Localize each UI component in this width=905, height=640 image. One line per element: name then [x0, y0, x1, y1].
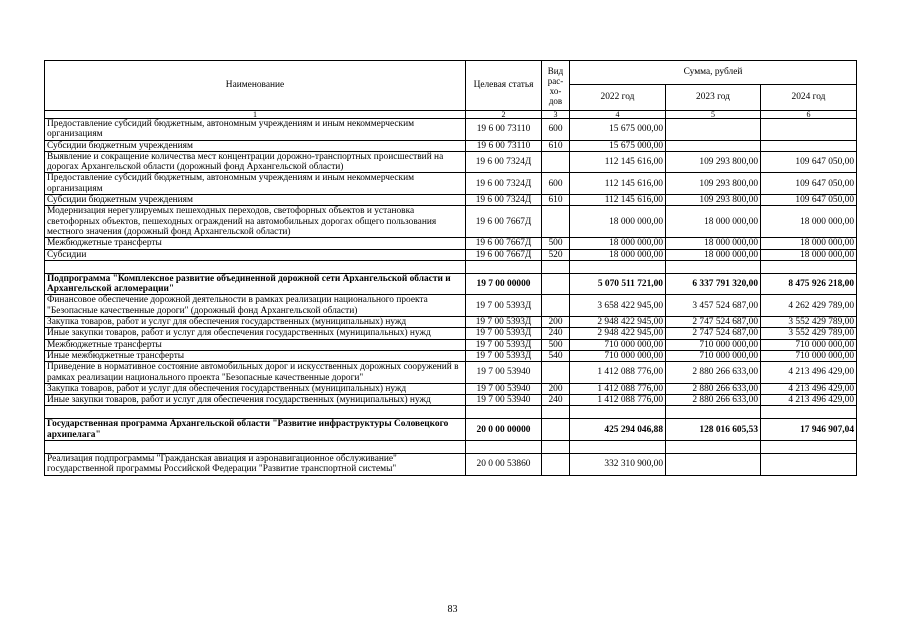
row-type	[542, 273, 570, 295]
row-name: Закупка товаров, работ и услуг для обеспечения государственных (муниципальных) нужд	[45, 317, 466, 328]
row-code: 19 7 00 00000	[466, 273, 542, 295]
row-code: 19 6 00 7667Д	[466, 206, 542, 238]
budget-table	[44, 60, 857, 476]
row-sum-2022: 18 000 000,00	[570, 238, 666, 249]
spacer-row	[45, 441, 857, 454]
row-code: 19 6 00 7324Д	[466, 151, 542, 173]
row-sum-2023: 2 880 266 633,00	[666, 383, 761, 394]
header-year-2024: 2024 год	[761, 85, 857, 111]
row-sum-2022: 15 675 000,00	[570, 119, 666, 141]
row-sum-2023: 2 747 524 687,00	[666, 317, 761, 328]
row-code: 20 0 00 00000	[466, 419, 542, 441]
row-sum-2023: 710 000 000,00	[666, 350, 761, 361]
spacer-row	[45, 260, 857, 273]
table-row	[45, 383, 857, 394]
row-sum-2024: 18 000 000,00	[761, 238, 857, 249]
row-sum-2024: 4 213 496 429,00	[761, 383, 857, 394]
row-name: Приведение в нормативное состояние автомобильных дорог и искусственных дорожных сооружений в рамках реализации национального проекта "Безопасные качественные дороги"	[45, 362, 466, 384]
table-row	[45, 195, 857, 206]
row-type: 600	[542, 119, 570, 141]
spacer-row	[45, 406, 857, 419]
table-row	[45, 238, 857, 249]
column-number: 1	[45, 111, 466, 119]
row-type: 240	[542, 395, 570, 406]
row-name: Подпрограмма "Комплексное развитие объединенной дорожной сети Архангельской области и Архангельской агломерации"	[45, 273, 466, 295]
row-code: 19 6 00 7324Д	[466, 195, 542, 206]
row-name: Предоставление субсидий бюджетным, автономным учреждениям и иным некоммерческим организациям	[45, 173, 466, 195]
row-sum-2022: 18 000 000,00	[570, 249, 666, 260]
row-code: 19 7 00 5393Д	[466, 339, 542, 350]
row-sum-2024	[761, 119, 857, 141]
row-sum-2022: 425 294 046,88	[570, 419, 666, 441]
row-type: 240	[542, 328, 570, 339]
row-code: 19 7 00 5393Д	[466, 350, 542, 361]
row-type: 200	[542, 383, 570, 394]
row-code: 19 7 00 5393Д	[466, 317, 542, 328]
row-sum-2022: 710 000 000,00	[570, 339, 666, 350]
row-type: 610	[542, 195, 570, 206]
row-code: 19 7 00 5393Д	[466, 328, 542, 339]
row-code: 19 7 00 53940	[466, 395, 542, 406]
row-name: Выявление и сокращение количества мест концентрации дорожно-транспортных происшествий на дорогах Архангельской области (дорожный фонд Архангельской области)	[45, 151, 466, 173]
row-sum-2022: 18 000 000,00	[570, 206, 666, 238]
table-row	[45, 173, 857, 195]
column-number-row	[45, 111, 857, 119]
row-code: 19 6 00 7324Д	[466, 173, 542, 195]
row-sum-2024: 710 000 000,00	[761, 339, 857, 350]
table-row	[45, 454, 857, 476]
table-row	[45, 206, 857, 238]
row-sum-2022: 112 145 616,00	[570, 151, 666, 173]
row-name: Модернизация нерегулируемых пешеходных переходов, светофорных объектов и установка светофорных объектов, пешеходных ограждений на автомобильных дорогах общего пользования местного значения (дорожный фонд Архангельской области)	[45, 206, 466, 238]
row-name: Субсидии бюджетным учреждениям	[45, 140, 466, 151]
row-sum-2023: 109 293 800,00	[666, 173, 761, 195]
row-sum-2023	[666, 140, 761, 151]
table-row	[45, 140, 857, 151]
row-sum-2024: 710 000 000,00	[761, 350, 857, 361]
row-type: 600	[542, 173, 570, 195]
row-sum-2022: 2 948 422 945,00	[570, 317, 666, 328]
row-sum-2023: 18 000 000,00	[666, 249, 761, 260]
row-name: Закупка товаров, работ и услуг для обеспечения государственных (муниципальных) нужд	[45, 383, 466, 394]
row-code: 19 7 00 53940	[466, 383, 542, 394]
table-row	[45, 151, 857, 173]
row-sum-2024: 8 475 926 218,00	[761, 273, 857, 295]
header-target: Целевая статья	[466, 61, 542, 111]
row-sum-2022: 112 145 616,00	[570, 173, 666, 195]
row-type	[542, 206, 570, 238]
row-code: 19 6 00 73110	[466, 140, 542, 151]
row-name: Субсидии	[45, 249, 466, 260]
column-number: 5	[666, 111, 761, 119]
header-type: Вид рас- хо- дов	[542, 61, 570, 111]
column-number: 4	[570, 111, 666, 119]
row-sum-2024: 109 647 050,00	[761, 195, 857, 206]
row-type	[542, 151, 570, 173]
row-sum-2022: 3 658 422 945,00	[570, 295, 666, 317]
page-number: 83	[447, 604, 458, 615]
row-type	[542, 419, 570, 441]
row-type	[542, 295, 570, 317]
table-row	[45, 419, 857, 441]
row-sum-2022: 710 000 000,00	[570, 350, 666, 361]
row-sum-2023: 109 293 800,00	[666, 195, 761, 206]
header-row-1	[45, 61, 857, 85]
row-sum-2024: 17 946 907,04	[761, 419, 857, 441]
row-code: 20 0 00 53860	[466, 454, 542, 476]
row-sum-2024: 3 552 429 789,00	[761, 317, 857, 328]
row-sum-2023: 710 000 000,00	[666, 339, 761, 350]
row-name: Субсидии бюджетным учреждениям	[45, 195, 466, 206]
row-sum-2023: 6 337 791 320,00	[666, 273, 761, 295]
row-code: 19 6 00 7667Д	[466, 249, 542, 260]
row-sum-2022: 332 310 900,00	[570, 454, 666, 476]
row-code: 19 7 00 53940	[466, 362, 542, 384]
column-number: 2	[466, 111, 542, 119]
row-type	[542, 362, 570, 384]
row-sum-2024	[761, 140, 857, 151]
row-sum-2022: 5 070 511 721,00	[570, 273, 666, 295]
header-sum: Сумма, рублей	[570, 61, 857, 85]
row-name: Иные закупки товаров, работ и услуг для обеспечения государственных (муниципальных) нужд	[45, 328, 466, 339]
row-sum-2024: 109 647 050,00	[761, 151, 857, 173]
header-name: Наименование	[45, 61, 466, 111]
row-sum-2023	[666, 119, 761, 141]
table-row	[45, 119, 857, 141]
row-name: Предоставление субсидий бюджетным, автономным учреждениям и иным некоммерческим организациям	[45, 119, 466, 141]
row-sum-2024: 18 000 000,00	[761, 206, 857, 238]
row-sum-2023: 2 880 266 633,00	[666, 362, 761, 384]
row-name: Иные закупки товаров, работ и услуг для обеспечения государственных (муниципальных) нужд	[45, 395, 466, 406]
table-row	[45, 295, 857, 317]
table-row	[45, 328, 857, 339]
column-number: 3	[542, 111, 570, 119]
row-sum-2023: 2 880 266 633,00	[666, 395, 761, 406]
row-name: Государственная программа Архангельской области "Развитие инфраструктуры Соловецкого архипелага"	[45, 419, 466, 441]
row-sum-2023: 18 000 000,00	[666, 238, 761, 249]
row-sum-2023: 109 293 800,00	[666, 151, 761, 173]
row-sum-2023	[666, 454, 761, 476]
row-type: 200	[542, 317, 570, 328]
table-row	[45, 317, 857, 328]
table-row	[45, 339, 857, 350]
header-year-2022: 2022 год	[570, 85, 666, 111]
row-code: 19 6 00 73110	[466, 119, 542, 141]
row-name: Межбюджетные трансферты	[45, 339, 466, 350]
row-name: Иные межбюджетные трансферты	[45, 350, 466, 361]
header-year-2023: 2023 год	[666, 85, 761, 111]
column-number: 6	[761, 111, 857, 119]
table-row	[45, 350, 857, 361]
table-row	[45, 362, 857, 384]
row-sum-2024: 3 552 429 789,00	[761, 328, 857, 339]
table-row	[45, 395, 857, 406]
row-sum-2023: 18 000 000,00	[666, 206, 761, 238]
row-sum-2022: 1 412 088 776,00	[570, 383, 666, 394]
row-name: Межбюджетные трансферты	[45, 238, 466, 249]
row-type: 500	[542, 238, 570, 249]
row-sum-2022: 112 145 616,00	[570, 195, 666, 206]
row-sum-2024	[761, 454, 857, 476]
row-sum-2023: 128 016 605,53	[666, 419, 761, 441]
row-type: 500	[542, 339, 570, 350]
row-sum-2024: 4 213 496 429,00	[761, 395, 857, 406]
row-sum-2022: 1 412 088 776,00	[570, 395, 666, 406]
row-sum-2024: 109 647 050,00	[761, 173, 857, 195]
table-row	[45, 249, 857, 260]
row-sum-2024: 4 262 429 789,00	[761, 295, 857, 317]
row-sum-2022: 15 675 000,00	[570, 140, 666, 151]
row-sum-2023: 2 747 524 687,00	[666, 328, 761, 339]
row-sum-2024: 4 213 496 429,00	[761, 362, 857, 384]
row-type: 520	[542, 249, 570, 260]
row-code: 19 6 00 7667Д	[466, 238, 542, 249]
row-type	[542, 454, 570, 476]
row-type: 610	[542, 140, 570, 151]
row-name: Финансовое обеспечение дорожной деятельности в рамках реализации национального проекта "Безопасные качественные дороги" (дорожный фонд Архангельской области)	[45, 295, 466, 317]
table-row	[45, 273, 857, 295]
row-sum-2022: 2 948 422 945,00	[570, 328, 666, 339]
row-type: 540	[542, 350, 570, 361]
row-name: Реализация подпрограммы "Гражданская авиация и аэронавигационное обслуживание" государственной программы Российской Федерации "Развитие транспортной системы"	[45, 454, 466, 476]
row-sum-2023: 3 457 524 687,00	[666, 295, 761, 317]
row-sum-2022: 1 412 088 776,00	[570, 362, 666, 384]
row-sum-2024: 18 000 000,00	[761, 249, 857, 260]
row-code: 19 7 00 5393Д	[466, 295, 542, 317]
